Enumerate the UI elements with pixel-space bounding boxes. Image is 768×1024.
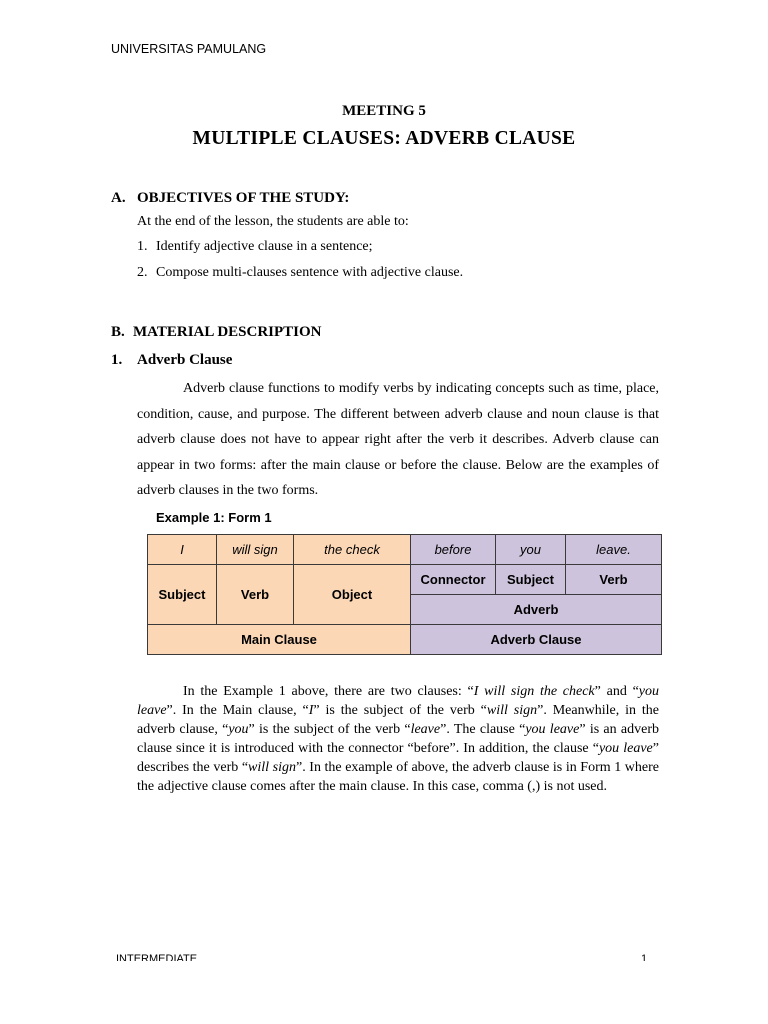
section-b-letter: B. — [111, 324, 125, 340]
footer-course: INTERMEDIATE — [116, 953, 198, 961]
page-header: UNIVERSITAS PAMULANG — [111, 42, 267, 56]
word-cell: before — [411, 535, 496, 565]
example-label: Example 1: Form 1 — [156, 510, 272, 525]
word-cell: leave. — [566, 535, 662, 565]
role-cell: Verb — [566, 565, 662, 595]
adverb-cell: Adverb — [411, 595, 662, 625]
word-cell: will sign — [217, 535, 294, 565]
section-a-letter: A. — [111, 190, 126, 206]
meeting-number: MEETING 5 — [342, 103, 426, 119]
page-title: MULTIPLE CLAUSES: ADVERB CLAUSE — [192, 128, 576, 149]
role-cell: Verb — [217, 565, 294, 625]
word-cell: I — [148, 535, 217, 565]
role-cell: Object — [294, 565, 411, 625]
adverb-clause-paragraph: Adverb clause functions to modify verbs by indicating concepts such as time, place, condition, cause, and purpose. The different between adverb clause and noun clause is that adverb clause does not have to appear right after the verb it describes. Adverb clause can appear in two forms: after the main clause or before the clause. Below are the examples of adverb clauses in the two forms. — [137, 381, 659, 499]
clause-table — [147, 534, 662, 655]
subsection-number: 1. — [111, 352, 123, 368]
objective-item: Identify adjective clause in a sentence; — [156, 239, 373, 254]
objective-number: 2. — [137, 265, 148, 280]
example-explanation: In the Example 1 above, there are two clauses: “I will sign the check” and “you leave”. In the Main clause, “I” is the subject of the verb “will sign”. Meanwhile, in the adverb clause, “you” is the subject of the verb “leave”. The clause “you leave” is an adverb clause since it is introduced with the connector “before”. In addition, the clause “you leave” describes the verb “will sign”. In the example of above, the adverb clause is in Form 1 where the adjective clause comes after the main clause. In this case, comma (,) is not used. — [137, 684, 660, 794]
word-cell: the check — [294, 535, 411, 565]
subsection-title: Adverb Clause — [137, 352, 233, 368]
adverb-clause-cell: Adverb Clause — [411, 625, 662, 655]
objective-number: 1. — [137, 239, 148, 254]
role-cell: Connector — [411, 565, 496, 595]
section-a-heading: OBJECTIVES OF THE STUDY: — [137, 190, 350, 206]
footer-page-number: 1 — [641, 953, 648, 961]
role-cell: Subject — [496, 565, 566, 595]
objective-item: Compose multi-clauses sentence with adjective clause. — [156, 265, 464, 280]
role-cell: Subject — [148, 565, 217, 625]
section-b-heading: MATERIAL DESCRIPTION — [133, 324, 322, 340]
objectives-intro: At the end of the lesson, the students are able to: — [137, 214, 409, 229]
word-cell: you — [496, 535, 566, 565]
main-clause-cell: Main Clause — [148, 625, 411, 655]
